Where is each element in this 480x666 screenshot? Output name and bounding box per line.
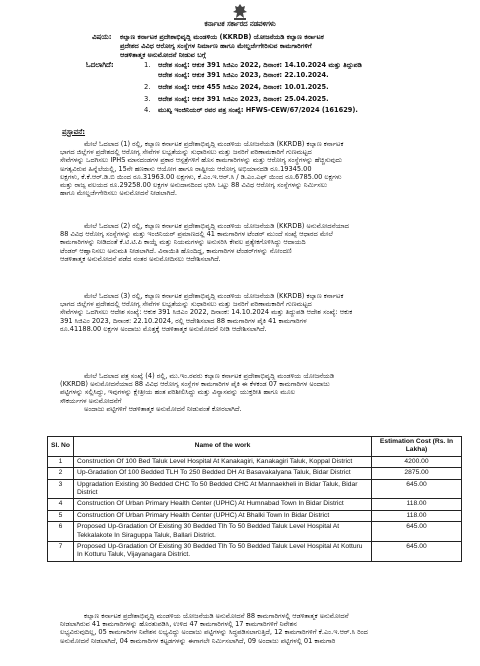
column-header-work-name: Name of the work (74, 437, 372, 457)
work-name: Upgradation Existing 30 Bedded CHC To 50 Bedded CHC At Mannaekheli in Bidar Taluk, Bidar District (74, 479, 372, 499)
estimation-cost: 645.00 (372, 479, 462, 499)
work-name: Construction Of Urban Primary Health Center (UPHC) At Bhalki Town In Bidar District (74, 510, 372, 521)
estimation-cost: 118.00 (372, 499, 462, 510)
estimation-cost: 118.00 (372, 510, 462, 521)
table-row (48, 456, 462, 467)
row-number: 2 (48, 468, 74, 479)
paragraph-line: ಮೇಲೆ ಓದಲಾದ ಪತ್ರ ಸಂಖ್ಯೆ (4) ರಲ್ಲಿ, ಮು.ಇಂ.ರವರು ಕಲ್ಯಾಣ ಕರ್ನಾಟಕ ಪ್ರದೇಶಾಭಿವೃದ್ಧಿ ಮಂಡಳಿಯ ಯೋಜನೆಯಡಿ (84, 372, 335, 380)
paragraph-line: ಸೌಕರ್ಯಗಳ ಅನುಮೋದನೆಗೆ (60, 396, 122, 405)
paragraph-line: (KKRDB) ಅನುಮೋದನೆಯಾದ 88 ವಿವಿಧ ಆರೋಗ್ಯ ಸಂಸ್ಥೆಗಳ ಕಾಮಗಾರಿಗಳ ಪೈಕಿ ಈ ಕೆಳಕಂಡ 07 ಕಾಮಗಾರಿಗಳ ಅಂದಾಜು (60, 380, 330, 389)
reference-item-3: ಆದೇಶ ಸಂಖ್ಯೆ: ಆಕುಕ 391 ಸಿಜಿಎಂ 2023, ದಿನಾಂಕ: 25.04.2025. (158, 95, 329, 103)
paragraph-line: ಮೇಲೆ ಓದಲಾದ (2) ರಲ್ಲಿ, ಕಲ್ಯಾಣ ಕರ್ನಾಟಕ ಪ್ರದೇಶಾಭಿವೃದ್ಧಿ ಮಂಡಳಿಯ ಯೋಜನೆಯಡಿ (KKRDB) ಅನುಮೋದನೆಯಾದ (84, 222, 350, 230)
reference-item-2: ಆದೇಶ ಸಂಖ್ಯೆ: ಆಕುಕ 455 ಸಿಜಿಎಂ 2024, ದಿನಾಂಕ: 10.01.2025. (158, 83, 329, 91)
reference-item-4: ಮುಖ್ಯ ಇಂಜಿನಿಯರ್ ರವರ ಪತ್ರ ಸಂಖ್ಯೆ: HFWS-CEW/67/2024 (161629). (158, 106, 358, 114)
subject-line-1: ಕಲ್ಯಾಣ ಕರ್ನಾಟಕ ಪ್ರದೇಶಾಭಿವೃದ್ಧಿ ಮಂಡಳಿಯ (KKRDB) ಯೋಜನೆಯಡಿ ಕಲ್ಯಾಣ ಕರ್ನಾಟಕ (120, 33, 324, 41)
references-label: ಓದಲಾಗಿದೆ: (86, 61, 114, 69)
column-header-sl-no: Sl. No (48, 437, 74, 457)
estimation-cost: 645.00 (372, 522, 462, 542)
karnataka-emblem-icon (230, 3, 250, 21)
paragraph-line: ಮತ್ತು ರಾಜ್ಯ ವಲಯದ ರೂ.29258.00 ಲಕ್ಷಗಳ ಅನುದಾನದಿಂದ ಭರಿಸಿ ಒಟ್ಟು 88 ವಿವಿಧ ಆರೋಗ್ಯ ಸಂಸ್ಥೆಗಳನ್ನು ನಿರ್ಮಿಸಲು (60, 181, 328, 190)
paragraph-line: ಹಾಗೂ ಮೇಲ್ದರ್ಜೆಗೇರಿಸಲು ಅನುಮೋದನೆ ನೀಡಲಾಗಿದೆ. (60, 189, 177, 198)
paragraph-3 (60, 292, 458, 333)
paragraph-line: ಸೇವೆಗಳನ್ನು ಒದಗಿಸಲು IPHS ಮಾನದಂಡಗಳ ಪ್ರಕಾರ ಆಸ್ಪತ್ರೆಗಳಿಗೆ ಹೊಸ ಕಾಮಗಾರಿಗಳನ್ನು ಮತ್ತು ಆರೋಗ್ಯ ಸಂಸ್ಥೆಗಳನ್ನು ಹೆಚ್ಚಿಸುವುದು (60, 156, 343, 165)
subject-label: ವಿಷಯ: (92, 33, 112, 41)
paragraph-line: ಅಗತ್ಯವಿರುವ ಹಿನ್ನೆಲೆಯಲ್ಲಿ, 15ನೇ ಹಣಕಾಸು ಆಯೋಗ ಹಾಗೂ ರಾಷ್ಟ್ರೀಯ ಆರೋಗ್ಯ ಅಭಿಯಾನದಡಿ ರೂ.19345.00 (60, 164, 312, 173)
paragraph-line: ಅಂದಾಜು ಪಟ್ಟಿಗಳಿಗೆ ಆಡಳಿತಾತ್ಮಕ ಅನುಮೋದನೆ ನೀಡುವಂತೆ ಕೋರಲಾಗಿದೆ. (84, 404, 242, 413)
document-header-title: ಕರ್ನಾಟಕ ಸರ್ಕಾರದ ನಡವಳಿಗಳು (204, 20, 276, 28)
reference-item-1-cont: ಆದೇಶ ಸಂಖ್ಯೆ: ಆಕುಕ 391 ಸಿಜಿಎಂ 2023, ದಿನಾಂಕ: 22.10.2024. (158, 71, 329, 79)
table-row (48, 499, 462, 510)
reference-number: 1. (144, 61, 151, 69)
reference-number: 4. (144, 106, 151, 114)
subject-line-3: ಆಡಳಿತಾತ್ಮಕ ಅನುಮೋದನೆ ನೀಡುವ ಬಗ್ಗೆ (120, 51, 206, 59)
table-row (48, 522, 462, 542)
paragraph-line: ಪಟ್ಟಿಗಳನ್ನು ಸಲ್ಲಿಸಿದ್ದು, ಇವುಗಳನ್ನು ಕ್ಷೇತ್ರೀಯ ಹಂತ ಪರಿಶೀಲಿಸಿದ್ದು ಮತ್ತು ವಿನ್ಯಾಸವನ್ನು ಯುಕ್ತರೀತಿ ಹಾಗೂ ಮೂಲ (60, 388, 295, 397)
estimation-cost: 645.00 (372, 542, 462, 562)
row-number: 6 (48, 522, 74, 542)
row-number: 3 (48, 479, 74, 499)
table-row (48, 468, 462, 479)
table-row (48, 542, 462, 562)
paragraph-line: ಟೆಂಡರ್ ಆಹ್ವಾನಿಸಲು ಅನುಮತಿ ನೀಡಲಾಗಿದೆ. ವಿನಾಯಿತಿ ಹೊಂದಿದ್ದ, ಕಾಮಗಾರಿಗಳ ಟೆಂಡರ್‌ಗಳನ್ನು ನೋಂದಣಿ (60, 246, 292, 255)
table-row (48, 510, 462, 521)
paragraph-line: ಕಾಮಗಾರಿಗಳನ್ನು ನೀಡಿದಂತೆ ಕೆ.ಟಿ.ಟಿ.ಪಿ ಕಾಯ್ದೆ ಮತ್ತು ನಿಯಮಗಳನ್ನು ಅನುಸರಿಸಿ ಕೇವಲ ಪ್ರತ್ಯೇಕಗೊಳಿಸಿದ್ದು ಆದಾಯದಿ (60, 238, 306, 247)
estimation-cost: 4200.00 (372, 456, 462, 467)
paragraph-2 (60, 222, 458, 263)
paragraph-line: 88 ವಿವಿಧ ಆರೋಗ್ಯ ಸಂಸ್ಥೆಗಳನ್ನು ಮತ್ತು ಇಂಜಿನಿಯರ್ ಪ್ರಮಾಣದಲ್ಲಿ 41 ಕಾಮಗಾರಿಗಳ ಟೆಂಡರ್ ಮುಂದೆ ಸಂಖ್ಯೆ ಆಧಾರದ ಮೇಲೆ (60, 230, 333, 239)
reference-number: 3. (144, 95, 151, 103)
preamble-label: ಪ್ರಸ್ತಾವನೆ: (62, 128, 86, 136)
work-name: Proposed Up-Gradation Of Existing 30 Bedded Tlh To 50 Bedded Taluk Level Hospital At Kotturu In Kotturu Taluk, Vijayanagara District. (74, 542, 372, 562)
row-number: 4 (48, 499, 74, 510)
work-name: Construction Of Urban Primary Health Center (UPHC) At Humnabad Town In Bidar District (74, 499, 372, 510)
paragraph-line: ಕಲ್ಯಾಣ ಕರ್ನಾಟಕ ಪ್ರದೇಶಾಭಿವೃದ್ಧಿ ಮಂಡಳಿಯ ಯೋಜನೆಯಡಿ ಅನುಮೋದನೆ 88 ಕಾಮಗಾರಿಗಳಲ್ಲಿ ಆಡಳಿತಾತ್ಮಕ ಅನುಮೋದನೆ (84, 612, 349, 620)
table-header-row (48, 437, 462, 457)
row-number: 7 (48, 542, 74, 562)
paragraph-line: 391 ಸಿಜಿಎಂ 2023, ದಿನಾಂಕ: 22.10.2024, ರಲ್ಲಿ ಆದೇಶಿಸಲಾದ 88 ಕಾಮಗಾರಿಗಳ ಪೈಕಿ 41 ಕಾಮಗಾರಿಗಳ (60, 316, 307, 325)
work-name: Construction Of 100 Bed Taluk Level Hospital At Kanakagiri, Kanakagiri Taluk, Koppal District (74, 456, 372, 467)
reference-item-1: ಆದೇಶ ಸಂಖ್ಯೆ: ಆಕುಕ 391 ಸಿಜಿಎಂ 2022, ದಿನಾಂಕ: 14.10.2024 ಮತ್ತು ತಿದ್ದುಪಡಿ (158, 61, 362, 69)
column-header-estimation-cost: Estimation Cost (Rs. In Lakha) (372, 437, 462, 457)
paragraph-line: ಮೇಲೆ ಓದಲಾದ (3) ರಲ್ಲಿ, ಕಲ್ಯಾಣ ಕರ್ನಾಟಕ ಪ್ರದೇಶಾಭಿವೃದ್ಧಿ ಮಂಡಳಿಯ ಯೋಜನೆಯಡಿ (KKRDB) ಕಲ್ಯಾಣ ಕರ್ನಾಟಕ (84, 292, 344, 300)
work-name: Up-Gradation Of 100 Bedded TLH To 250 Bedded DH At Basavakalyana Taluk, Bidar District (74, 468, 372, 479)
table-row (48, 479, 462, 499)
paragraph-line: ಲಭ್ಯವಿರುವುದಿಲ್ಲ, 05 ಕಾಮಗಾರಿಗಳ ನಿವೇಶನ ಲಭ್ಯವಿದ್ದು ಅಂದಾಜು ಪಟ್ಟಿಗಳನ್ನು ಸಿದ್ಧಪಡಿಸಲಾಗುತ್ತಿದೆ, 12 ಕಾಮಗಾರಿಗಳಿಗೆ ಕೆ.ಎಂ.ಇ.ಆರ್.ಸಿ ರಿಂದ (60, 628, 368, 637)
paragraph-line: ರೂ.41188.00 ಲಕ್ಷಗಳ ಅಂದಾಜು ಮೊತ್ತಕ್ಕೆ ಆಡಳಿತಾತ್ಮಕ ಅನುಮೋದನೆ ನೀಡಿ ಆದೇಶಿಸಲಾಗಿದೆ. (60, 324, 267, 333)
closing-paragraph (60, 612, 458, 645)
paragraph-line: ನೀಡಲಾಗಿರುವ 41 ಕಾಮಗಾರಿಗಳನ್ನು ಹೊರತುಪಡಿಸಿ, ಉಳಿದ 47 ಕಾಮಗಾರಿಗಳಲ್ಲಿ 17 ಕಾಮಗಾರಿಗಳಿಗೆ ನಿವೇಶನ (60, 620, 297, 629)
subject-line-2: ಪ್ರದೇಶದ ವಿವಿಧ ಆರೋಗ್ಯ ಸಂಸ್ಥೆಗಳ ನಿರ್ಮಾಣ ಹಾಗೂ ಮೇಲ್ದರ್ಜೆಗೇರಿಸುವ ಕಾಮಗಾರಿಗಳಿಗೆ (120, 42, 312, 50)
paragraph-line: ಆಡಳಿತಾತ್ಮಕ ಅನುಮೋದನೆ ಪಡೆದ ನಂತರ ಅನುಮೋದಿಸಲು ಆದೇಶಿಸಲಾಗಿದೆ. (60, 254, 221, 263)
paragraph-4 (60, 372, 458, 413)
paragraph-line: ಲಕ್ಷಗಳು, ಕೆ.ಕೆ.ಆರ್.ಡಿ.ಬಿ ಯಿಂದ ರೂ.31963.00 ಲಕ್ಷಗಳು, ಕೆ.ಎಂ.ಇ.ಆರ್.ಸಿ / ಡಿ.ಎಂ.ಎಫ್ ಯಿಂದ ರೂ.6785.00 ಲಕ್ಷಗಳು (60, 172, 342, 181)
paragraph-line: ಸೇವೆಗಳನ್ನು ಒದಗಿಸಲು ಆದೇಶ ಸಂಖ್ಯೆ: ಆಕುಕ 391 ಸಿಜಿಎಂ 2022, ದಿನಾಂಕ: 14.10.2024 ಮತ್ತು ತಿದ್ದುಪಡಿ ಆದೇಶ ಸಂಖ್ಯೆ: ಆಕುಕ (60, 308, 353, 317)
reference-number: 2. (144, 83, 151, 91)
row-number: 5 (48, 510, 74, 521)
paragraph-line: ಭಾಗದ ಜಿಲ್ಲೆಗಳ ಪ್ರದೇಶದಲ್ಲಿ ಆರೋಗ್ಯ ಸೇವೆಗಳ ಲಭ್ಯತೆಯನ್ನು ಸುಧಾರಿಸಲು ಮತ್ತು ಜನರಿಗೆ ಪರಿಣಾಮಕಾರಿಗೆ ಗುಣಮಟ್ಟದ (60, 148, 312, 157)
work-name: Proposed Up-Gradation Of Existing 30 Bedded Tlh To 50 Bedded Taluk Level Hospital At Tekkalakote In Siraguppa Taluk, Ballari District. (74, 522, 372, 542)
paragraph-line: ಭಾಗದ ಜಿಲ್ಲೆಗಳ ಪ್ರದೇಶದಲ್ಲಿ ಆರೋಗ್ಯ ಸೇವೆಗಳ ಲಭ್ಯತೆಯನ್ನು ಸುಧಾರಿಸಲು ಮತ್ತು ಜನರಿಗೆ ಪರಿಣಾಮಕಾರಿಗೆ ಗುಣಮಟ್ಟದ (60, 300, 312, 309)
estimation-cost: 2875.00 (372, 468, 462, 479)
row-number: 1 (48, 456, 74, 467)
works-estimate-table (47, 436, 462, 562)
paragraph-line: ಅನುಮೋದನೆ ನೀಡಲಾಗಿದೆ, 04 ಕಾಮಗಾರಿಗಳ ಕಟ್ಟಡಗಳನ್ನು ಈಗಾಗಲೇ ನಿರ್ಮಿಸಲಾಗಿದೆ, 09 ಅಂದಾಜು ಪಟ್ಟಿಗಳಲ್ಲಿ 01 ಕಾಮಗಾರಿ (60, 636, 336, 645)
paragraph-line: ಮೇಲೆ ಓದಲಾದ (1) ರಲ್ಲಿ, ಕಲ್ಯಾಣ ಕರ್ನಾಟಕ ಪ್ರದೇಶಾಭಿವೃದ್ಧಿ ಮಂಡಳಿಯ ಯೋಜನೆಯಡಿ (KKRDB) ಕಲ್ಯಾಣ ಕರ್ನಾಟಕ (84, 140, 344, 148)
paragraph-1 (60, 140, 458, 197)
